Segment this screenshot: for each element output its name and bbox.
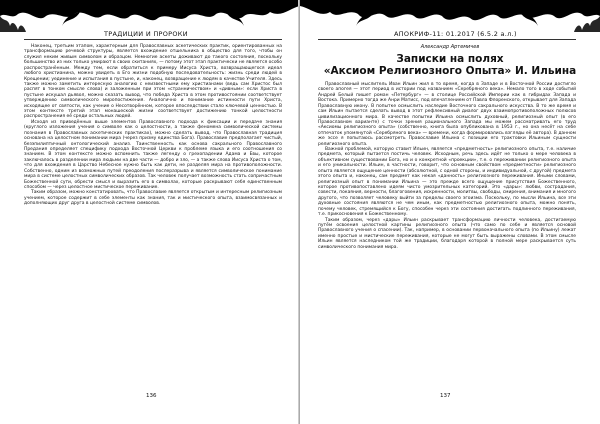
right-page: [300, 0, 600, 424]
top-left-ornament: [0, 0, 300, 34]
paragraph: Исходя из приведённых выше элементов Православного подхода к фиксации и передаче знания (круглого изложения учения о символе как о целостности, а также феномена символической системы познания в Православных аскетических практиках), можно сделать вывод, что Православная традиция основана на целостном понимании мира (через призму единства Бога). Православие предполагает чистый, безэпилиптичный онтологический анализ. Таинственность как основа сакрального Православного Предания определяет специфику подхода Восточной Церкви к проблеме языка и его соотношения со знанием. В этом контексте можно вспомнить также легенду о грехопадении Адама и Евы, которое заключалось в разделении мира людьми на две части — добро и зло, — а также слова Иисуса Христа о том, что для вхождения в Царство Небесное нужно быть как дети, не разделяя мира на противоположности. Собственно, одним из возможных путей преодоления послеразрыва и является символическое понимание мира в системе целостных символических образов. Так человек получает возможность стать сопричастным Божественной сути, обрести смысл и выразить его в символах, которые раскрывают себя единственным способом — через целостное мистическое переживание.: [24, 119, 282, 190]
paragraph: Таким образом, через «дары» Ильин раскрывает трансформацию личности человека, достигаемую путём освоения целостной картины религиозного опыта (что само по себе и является основой Православного учения о спасении). Так, например, в основании первоначального опыта (по Ильину) лежат именно простые и мистические переживания, которые не могут быть выражены словами. В этом смысле Ильин является наследником той же традиции, благодаря которой в полной мере раскрывается суть символического понимания мира.: [318, 217, 576, 250]
paragraph: Наконец, третьим этапом, характерным для Православных аскетических практик, ориентированных на трансформацию речевой структуры, является вхождение отшельника в общество для того, чтобы он служил неким живым символом и образцом. Немногие аскеты доживают до такого состояния, поскольку большинство из них только умирают в своих скитаниях, — потому этот этап практически не является особо распространённым. Между тем, если обратиться к примеру Иисуса Христа, возвращающегося идеал любого христианина, можно увидеть в Его жизни подобную последовательность: жизнь среди людей в Крещении; уединение и испытания в пустыне, и, наконец, возвращение к людям в качестве Учителя. Здесь также можно заметить интересную аналогию с неизвестными ему христианами (ведь сам Христос был распят в тонком смысле слова) и заложенным при этом «странничеством» и «дивным»: если Христа в пустыне искушал дьявол, можно сказать вывод, что победа Христа в этом противостоянии соответствует утверждению символического миропостижения. Аналогично и понимание истинности пути Христа, исходящее от святости, как учение о Несотворённом, которое впоследствии стало ключевой ценностью. В этом контексте третий этап монашеской жизни соответствует достижению тонкой целостности распространения её среди остальных людей.: [24, 44, 282, 120]
paragraph: Православный мыслитель Иван Ильин жил в то время, когда в Западе и в Восточной России достигло своего апогея — этот период в истории под названием «Серебряного века». Немало того в ходе событий Андрей Белый пишет роман «Петербург» — в столице Российской Империи как в гибридах Запада и Востока. Примерно тогда же Анри Матисс, под впечатлением от Павла Флоренского, открывает для Запада Православную икону. В попытке осмыслить наследие Восточного сакрального искусства. В то же время и сам Ильин пытается сделать вывод в этот рефлексивный диалог двух взаимопротивоположных полюсов цивилизационного мира. В качестве попытки Ильина осмыслить духовный, религиозный опыт (в его Православном варианте) с точки зрения рационального Запада мы можем рассматривать его труд «Аксиомы религиозного опыта» (собственно, книга была опубликована в 1953 г., но она несёт на себе отпечаток упомянутой «Серебряного века» — времени, когда формировались взгляды её автора). В данном же эссе я попытаюсь рассмотреть Православие Ильина с позиции его трактовки Ильиным сущности религиозного опыта.: [318, 82, 576, 147]
right-body-text: [318, 82, 576, 386]
left-running-head: ТРАДИЦИИ И ПРОРОКИ: [104, 30, 188, 38]
left-page-number: 136: [146, 393, 157, 399]
left-body-text: [24, 44, 282, 384]
right-header-rule: [318, 39, 576, 40]
paragraph: Важной проблемой, которую ставит Ильин, является «предметность» религиозного опыта, т.е. наличие предмета, который пытается постичь человек. Исходным, речь здесь идёт не только о мере человека в объективном существовании Бога, но и о конкретной «проекции», т.е. о переживании религиозного опыта и его уникальности. Ильин, в частности, говорит, что основным свойством «предметности» религиозного опыта является ощущение ценности (абсолютной, с одной стороны, и индивидуальной, с другой) предмета этого опыта и, наконец, сам предмет как некая «данность» религиозного переживания. Иными словами, религиозный опыт в понимании Ильина — это прежде всего ощущение присутствия Божественного, которое противопоставлено идеям чисто умозрительных категорий. Это «дары»: любви, сострадания, совести, покаяния, верности, благоговения, искренности, молитвы, свободы, смирения, внимания и многого другого, что позволяет человеку выйти за пределы своего эгоизма. Поскольку, по мысли Ильина, все эти духовные состояния являются не чем иным, как предметностью религиозного опыта, можно понять, почему человек, стремящийся к Богу, способен через эти состояния достигать подлинного переживания, т.е. прикосновения к Божественному.: [318, 147, 576, 218]
right-running-head: АПОКРИФ-11: 01.2017 (6.5.2 а.л.): [394, 30, 517, 38]
article-author: Александр Артемичев: [420, 44, 480, 50]
right-page-number: 137: [440, 393, 451, 399]
article-title: [300, 53, 600, 77]
left-header-rule: [24, 39, 282, 40]
paragraph: Таким образом, можно констатировать, что Православие является открытым и интересным религиозным учением, которое содержит в себе элементы как знания, так и мистического опыта, взаимосвязанных и дополняющих друг друга в целостной системе символов.: [24, 190, 282, 207]
title-line-1: Записки на полях: [396, 53, 504, 65]
top-right-ornament: [300, 0, 600, 34]
title-line-2: «Аксиом Религиозного Опыта» И. Ильина: [323, 65, 577, 77]
